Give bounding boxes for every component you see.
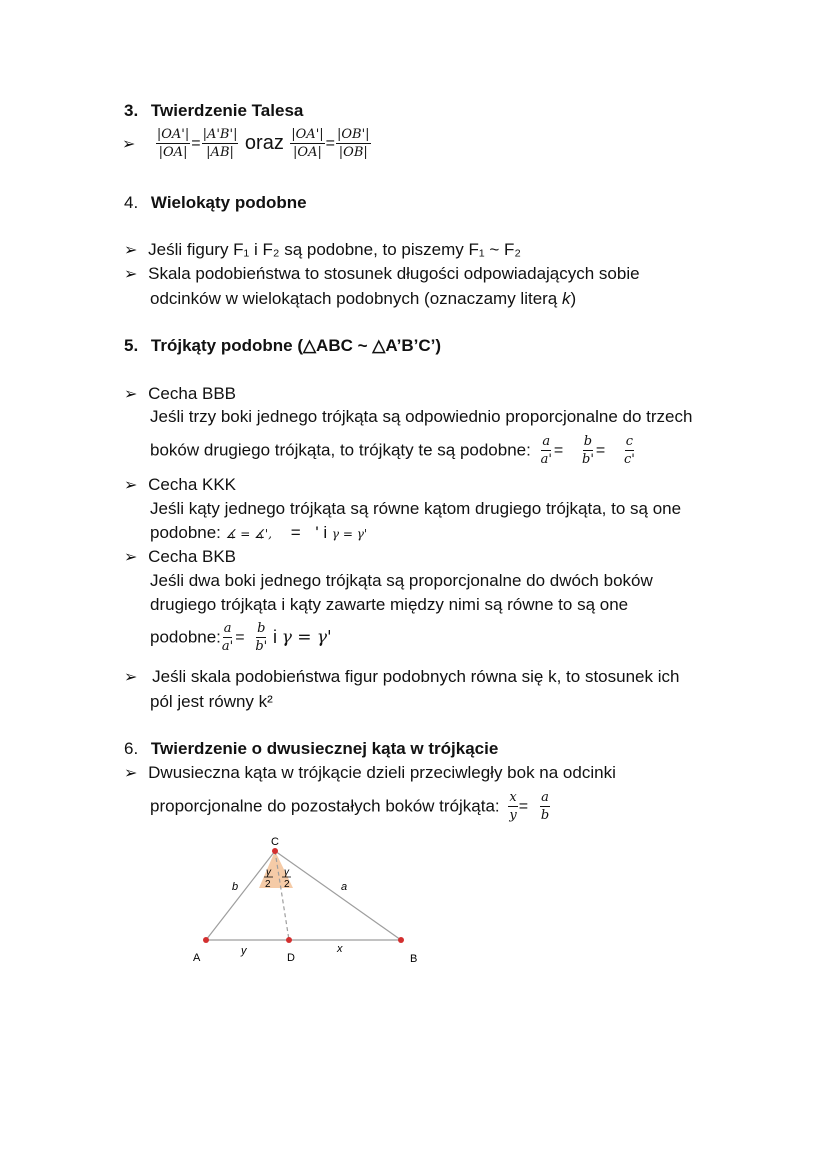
bullet-item: [124, 240, 521, 260]
point-b: [398, 937, 404, 943]
bullet-item-bkb: [124, 547, 236, 567]
label-x: x: [337, 943, 343, 955]
fraction: $\frac{a}{a'}$: [221, 621, 234, 654]
bullet-text: Jeśli skala podobieństwa figur podobnych równa się k, to stosunek ich: [152, 667, 680, 686]
skala-line-2: pól jest równy k²: [150, 692, 273, 711]
equals-sign: =: [553, 441, 564, 459]
section-number: 6.: [124, 739, 139, 758]
bullet-arrow-icon: ➢: [124, 765, 138, 782]
bullet-arrow-icon: ➢: [124, 242, 138, 259]
point-a: [203, 937, 209, 943]
kkk-line-1: Jeśli kąty jednego trójkąta są równe kątom drugiego trójkąta, to są one: [150, 499, 682, 518]
equals-sign: =: [595, 441, 606, 459]
thales-formula: [122, 127, 371, 160]
label-side-b: b: [232, 881, 239, 893]
bullet-item-bbb: [124, 384, 236, 404]
bullet-text: Cecha BBB: [148, 384, 237, 403]
label-a: A: [193, 952, 201, 964]
half-angle-left-num: γ: [266, 867, 271, 878]
bullet-continuation: odcinków w wielokątach podobnych (oznaczamy literą k): [150, 289, 577, 308]
fraction: $\frac{|OA'|}{|OA|}$: [291, 127, 324, 160]
section-title: Twierdzenie Talesa: [150, 101, 304, 120]
bullet-arrow-icon: ➢: [124, 549, 138, 566]
bullet-item-skala: [124, 667, 679, 687]
bbb-line-2: boków drugiego trójkąta, to trójkąty te są podobne: $\frac{a}{a'}$ = $\frac{b}{b'}$ = $\frac{c}{c'}$: [150, 434, 635, 467]
equals-sign: =: [191, 134, 201, 152]
label-d: D: [287, 952, 295, 964]
fraction: $\frac{c}{c'}$: [623, 434, 635, 467]
fraction: $\frac{a}{b}$: [540, 790, 550, 823]
bisector-triangle-diagram: [180, 830, 440, 970]
bkb-line-3: podobne: $\frac{a}{a'}$ = $\frac{b}{b'}$ i γ = γ': [150, 621, 332, 654]
equals-sign: =: [325, 134, 335, 152]
bullet-arrow-icon: ➢: [124, 266, 138, 283]
oraz-word: oraz: [244, 132, 284, 154]
section-number: 4.: [124, 193, 139, 212]
side-b: [206, 851, 275, 940]
bullet-arrow-icon: ➢: [124, 669, 138, 686]
label-b: B: [410, 953, 418, 965]
bullet-arrow-icon: ➢: [124, 477, 138, 494]
section-number: 5.: [124, 336, 139, 355]
section-title: Trójkąty podobne (△ABC ~ △A’B’C’): [150, 336, 442, 355]
bullet-item: [124, 264, 640, 284]
equals-sign: =: [235, 628, 245, 646]
fraction: $\frac{b}{b'}$: [255, 621, 268, 654]
half-angle-left-den: 2: [265, 879, 271, 890]
bkb-line-2: drugiego trójkąta i kąty zawarte między nimi są równe to są one: [150, 595, 629, 614]
section-5-heading: [124, 336, 441, 356]
bullet-text: Skala podobieństwa to stosunek długości odpowiadających sobie: [148, 264, 640, 283]
section-6-heading: [124, 739, 498, 759]
section-4-heading: [124, 193, 307, 213]
half-angle-right-den: 2: [284, 879, 290, 890]
bullet-text: Dwusieczna kąta w trójkącie dzieli przeciwległy bok na odcinki: [148, 763, 616, 782]
label-c: C: [271, 836, 279, 848]
side-a: [275, 851, 401, 940]
point-c: [272, 848, 278, 854]
section-number: 3.: [124, 101, 139, 120]
bullet-arrow-icon: ➢: [122, 135, 136, 153]
bullet-arrow-icon: ➢: [124, 386, 138, 403]
label-side-a: a: [341, 881, 348, 893]
bullet-text: Cecha BKB: [148, 547, 237, 566]
dwusieczna-line-2: proporcjonalne do pozostałych boków trójkąta: $\frac{x}{y}$ = $\frac{a}{b}$: [150, 790, 550, 823]
fraction: $\frac{|OB'|}{|OB|}$: [337, 127, 370, 160]
bullet-item-dwusieczna: [124, 763, 616, 783]
kkk-line-2: podobne: ∡ = ∡', = ' i γ = γ': [150, 523, 368, 542]
fraction: $\frac{|OA'|}{|OA|}$: [156, 127, 190, 160]
bullet-text: Jeśli figury F₁ i F₂ są podobne, to piszemy F₁ ~ F₂: [148, 240, 521, 259]
section-title: Twierdzenie o dwusiecznej kąta w trójkącie: [150, 739, 499, 758]
bkb-line-1: Jeśli dwa boki jednego trójkąta są proporcjonalne do dwóch boków: [150, 571, 653, 590]
section-3-heading: [124, 101, 303, 121]
label-y: y: [241, 945, 247, 957]
fraction: $\frac{a}{a'}$: [540, 434, 552, 467]
bullet-item-kkk: [124, 475, 236, 495]
equals-sign: =: [518, 797, 529, 815]
half-angle-right-num: γ: [284, 867, 289, 878]
bbb-line-1: Jeśli trzy boki jednego trójkąta są odpowiednio proporcjonalne do trzech: [150, 407, 693, 426]
fraction: $\frac{|A'B'|}{|AB|}$: [202, 127, 238, 160]
point-d: [286, 937, 292, 943]
section-title: Wielokąty podobne: [150, 193, 307, 212]
fraction: $\frac{x}{y}$: [509, 790, 517, 823]
bullet-text: Cecha KKK: [148, 475, 237, 494]
fraction: $\frac{b}{b'}$: [582, 434, 594, 467]
